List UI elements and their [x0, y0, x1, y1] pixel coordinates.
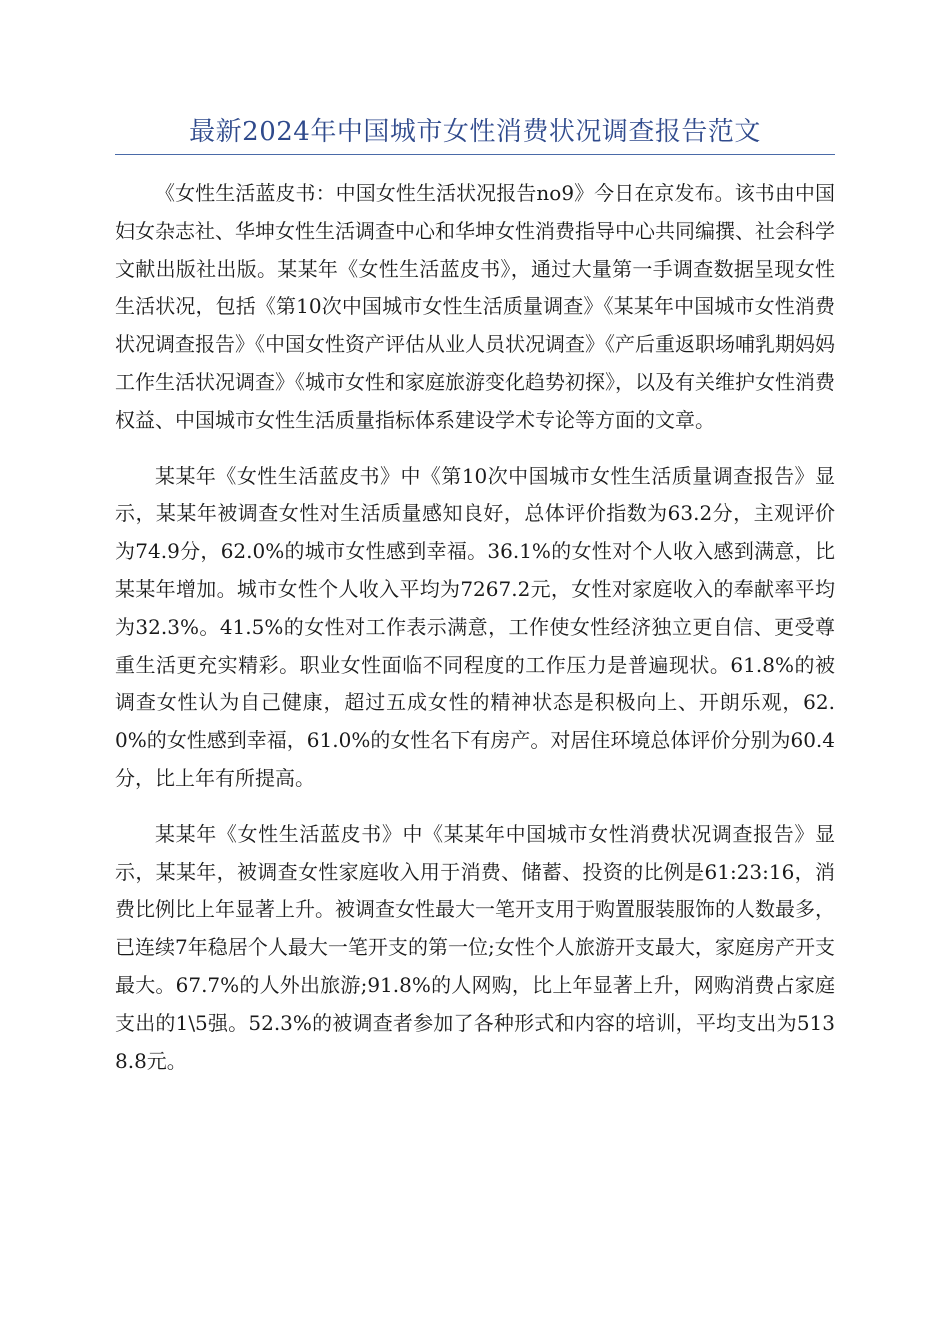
document-body — [115, 175, 835, 1098]
paragraph-3: 某某年《女性生活蓝皮书》中《某某年中国城市女性消费状况调查报告》显示，某某年，被调查女性家庭收入用于消费、储蓄、投资的比例是61:23:16，消费比例比上年显著上升。被调查女性最大一笔开支用于购置服装服饰的人数最多，已连续7年稳居个人最大一笔开支的第一位;女性个人旅游开支最大，家庭房产开支最大。67.7%的人外出旅游;91.8%的人网购，比上年显著上升，网购消费占家庭支出的1\5强。52.3%的被调查者参加了各种形式和内容的培训，平均支出为5138.8元。 — [115, 821, 835, 1073]
document-title: 最新2024年中国城市女性消费状况调查报告范文 — [189, 117, 761, 147]
title-underline — [115, 154, 835, 155]
paragraph-1: 《女性生活蓝皮书：中国女性生活状况报告no9》今日在京发布。该书由中国妇女杂志社、华坤女性生活调查中心和华坤女性消费指导中心共同编撰、社会科学文献出版社出版。某某年《女性生活蓝皮书》，通过大量第一手调查数据呈现女性生活状况，包括《第10次中国城市女性生活质量调查》《某某年中国城市女性消费状况调查报告》《中国女性资产评估从业人员状况调查》《产后重返职场哺乳期妈妈工作生活状况调查》《城市女性和家庭旅游变化趋势初探》，以及有关维护女性消费权益、中国城市女性生活质量指标体系建设学术专论等方面的文章。 — [115, 181, 835, 432]
paragraph-2: 某某年《女性生活蓝皮书》中《第10次中国城市女性生活质量调查报告》显示，某某年被调查女性对生活质量感知良好，总体评价指数为63.2分，主观评价为74.9分，62.0%的城市女性感到幸福。36.1%的女性对个人收入感到满意，比某某年增加。城市女性个人收入平均为7267.2元，女性对家庭收入的奉献率平均为32.3%。41.5%的女性对工作表示满意，工作使女性经济独立更自信、更受尊重生活更充实精彩。职业女性面临不同程度的工作压力是普遍现状。61.8%的被调查女性认为自己健康，超过五成女性的精神状态是积极向上、开朗乐观，62.0%的女性感到幸福，61.0%的女性名下有房产。对居住环境总体评价分别为60.4分，比上年有所提高。 — [115, 463, 835, 790]
